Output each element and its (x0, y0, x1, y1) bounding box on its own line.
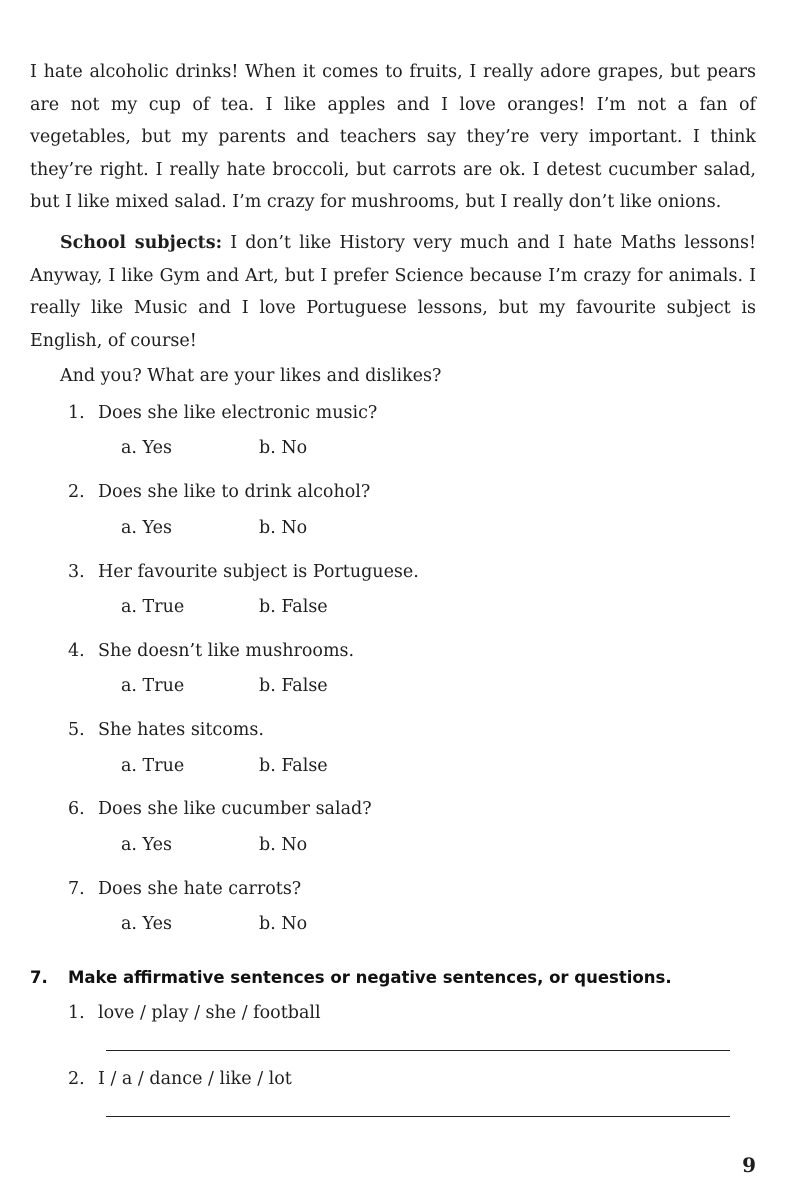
question-3-option-a[interactable]: a. True (121, 597, 185, 617)
question-text: Her favourite subject is Portuguese. (98, 562, 419, 582)
answer-line-2[interactable] (106, 1116, 730, 1117)
question-number: 5. (68, 720, 85, 740)
question-2-option-a[interactable]: a. Yes (121, 518, 172, 538)
question-5-option-a[interactable]: a. True (121, 756, 185, 776)
exercise-7-heading (30, 968, 672, 987)
item-number: 1. (68, 1003, 85, 1023)
closing-question: And you? What are your likes and dislikes? (60, 366, 442, 386)
question-2 (68, 482, 370, 502)
question-text: Does she like to drink alcohol? (98, 482, 371, 502)
question-number: 1. (68, 403, 85, 423)
question-4-option-a[interactable]: a. True (121, 676, 185, 696)
school-subjects-text: I don’t like History very much and I hate Maths lessons! Anyway, I like Gym and Art, but I prefer Science because I’m crazy for animals. I really like Music and I love Portuguese lessons, but my favourite subject is English, of course! (30, 233, 756, 351)
question-text: Does she like cucumber salad? (98, 799, 372, 819)
item-prompt: I / a / dance / like / lot (98, 1069, 292, 1089)
question-5-option-b[interactable]: b. False (259, 756, 328, 776)
exercise-7-item-2 (68, 1069, 292, 1089)
question-6 (68, 799, 372, 819)
question-1-option-a[interactable]: a. Yes (121, 438, 172, 458)
question-number: 3. (68, 562, 85, 582)
school-subjects-label: School subjects: (60, 233, 223, 253)
question-number: 7. (68, 879, 85, 899)
question-6-option-b[interactable]: b. No (259, 835, 308, 855)
question-7-option-a[interactable]: a. Yes (121, 914, 172, 934)
question-text: Does she hate carrots? (98, 879, 302, 899)
question-7-option-b[interactable]: b. No (259, 914, 308, 934)
question-4-option-b[interactable]: b. False (259, 676, 328, 696)
page-number: 9 (742, 1153, 756, 1177)
question-5 (68, 720, 264, 740)
reading-paragraph-school (30, 227, 756, 357)
question-3-option-b[interactable]: b. False (259, 597, 328, 617)
question-3 (68, 562, 419, 582)
reading-paragraph-food: I hate alcoholic drinks! When it comes to fruits, I really adore grapes, but pears are not my cup of tea. I like apples and I love oranges! I’m not a fan of vegetables, but my parents and teachers say they’re very important. I think they’re right. I really hate broccoli, but carrots are ok. I detest cucumber salad, but I like mixed salad. I’m crazy for mushrooms, but I really don’t like onions. (30, 62, 756, 212)
question-1 (68, 403, 377, 423)
question-2-option-b[interactable]: b. No (259, 518, 308, 538)
answer-line-1[interactable] (106, 1050, 730, 1051)
question-6-option-a[interactable]: a. Yes (121, 835, 172, 855)
question-text: She hates sitcoms. (98, 720, 264, 740)
question-number: 4. (68, 641, 85, 661)
exercise-7-item-1 (68, 1003, 321, 1023)
question-number: 2. (68, 482, 85, 502)
exercise-instruction: Make affirmative sentences or negative sentences, or questions. (68, 968, 672, 987)
item-prompt: love / play / she / football (98, 1003, 321, 1023)
question-4 (68, 641, 354, 661)
question-7 (68, 879, 301, 899)
exercise-number: 7. (30, 968, 48, 987)
question-text: Does she like electronic music? (98, 403, 378, 423)
question-text: She doesn’t like mushrooms. (98, 641, 355, 661)
question-1-option-b[interactable]: b. No (259, 438, 308, 458)
question-number: 6. (68, 799, 85, 819)
item-number: 2. (68, 1069, 85, 1089)
